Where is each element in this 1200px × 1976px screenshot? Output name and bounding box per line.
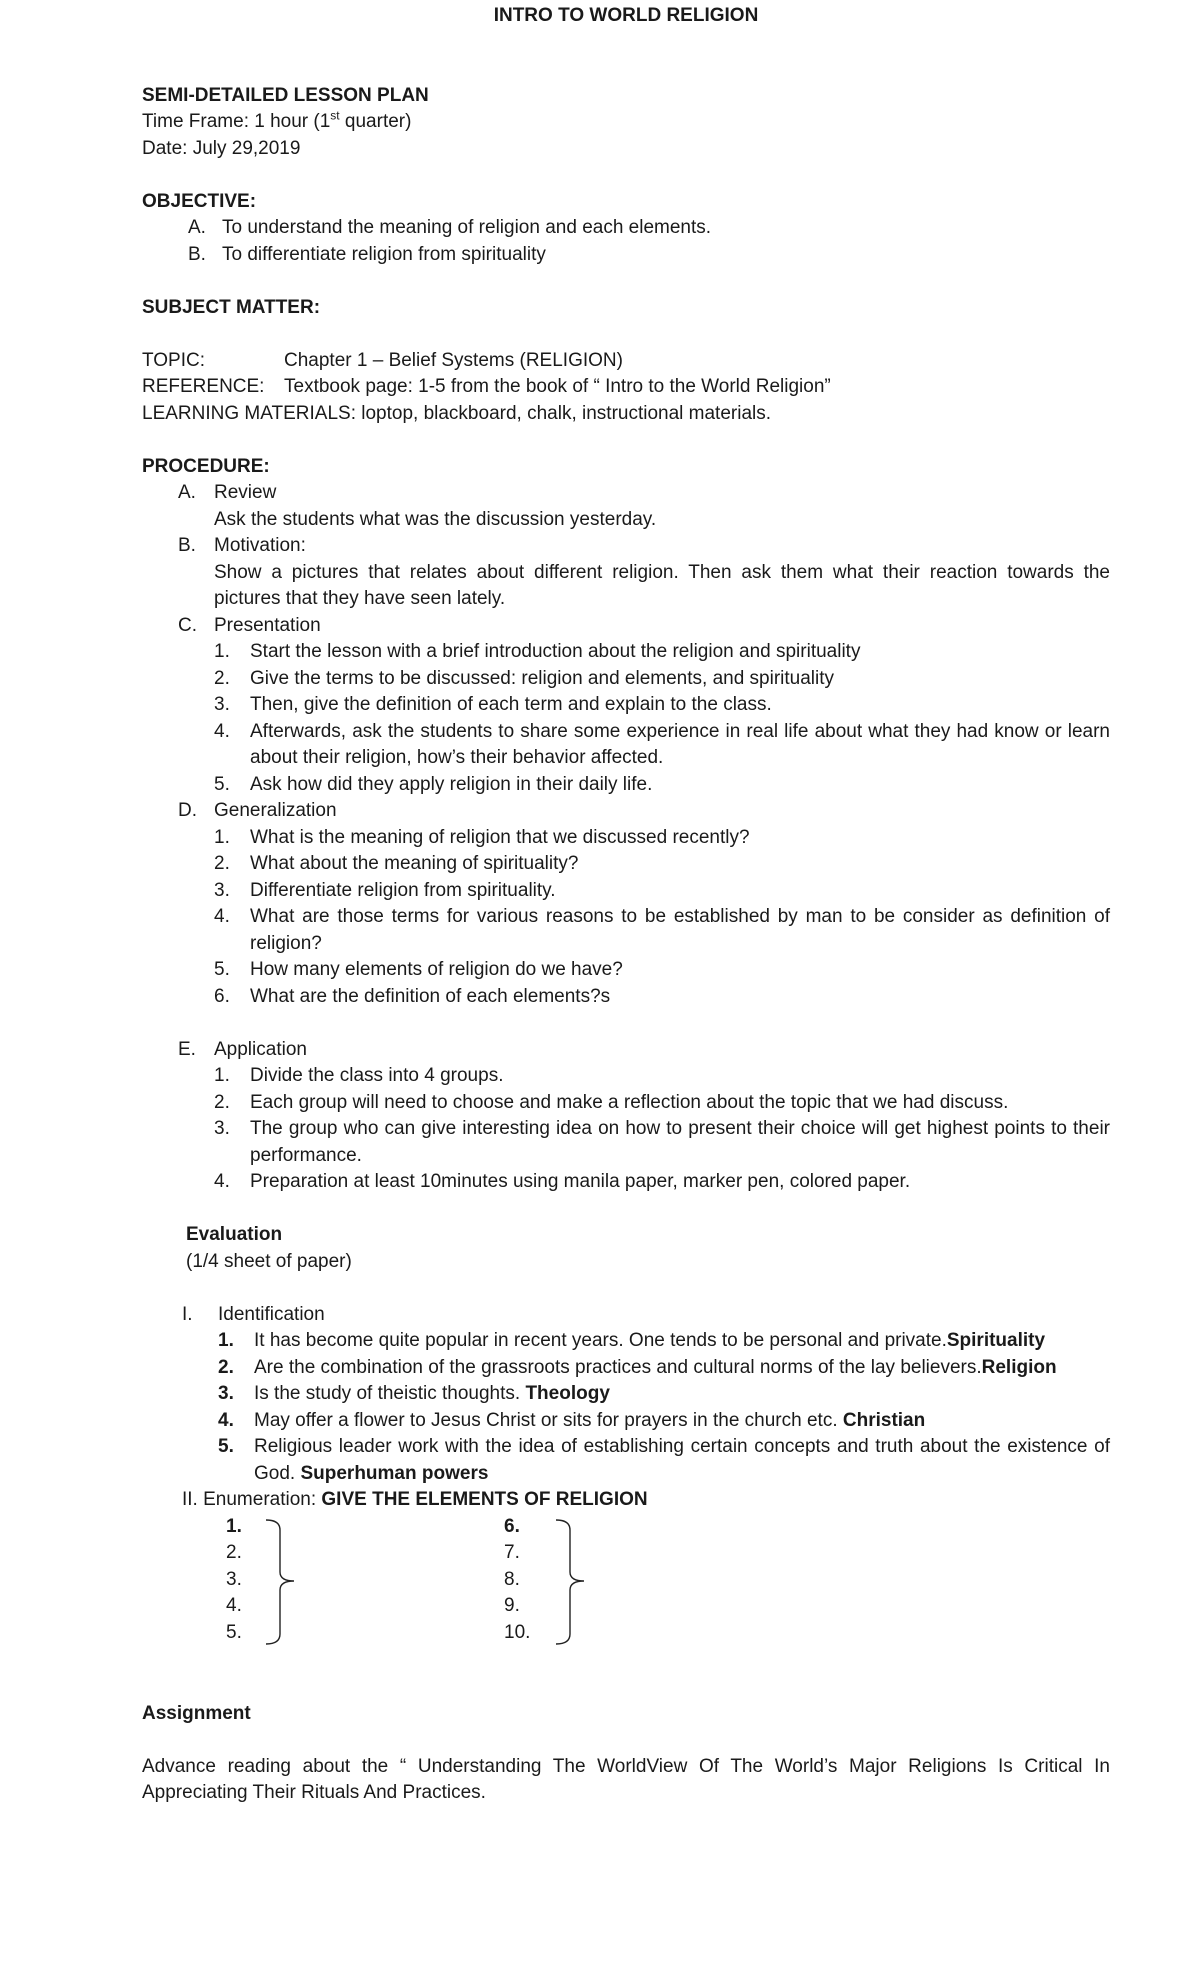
answer: Theology xyxy=(525,1383,610,1404)
list-item: 6. What are the definition of each elements?s xyxy=(214,985,611,1007)
right-brace-icon xyxy=(264,1518,304,1646)
list-item: 1. Divide the class into 4 groups. xyxy=(214,1065,504,1086)
document-title: INTRO TO WORLD RELIGION xyxy=(493,5,759,26)
objective-item: A. To understand the meaning of religion and each elements. xyxy=(188,217,712,238)
list-item: 3. Differentiate religion from spirituality. xyxy=(214,879,556,901)
procedure-motivation: B. Motivation: Show a pictures that relates about different religion. Then ask them what their reaction towards the pictures that they have seen lately. xyxy=(178,535,1110,609)
list-item: 2. Each group will need to choose and make a reflection about the topic that we had discuss. xyxy=(214,1091,1009,1113)
lesson-date: Date: July 29,2019 xyxy=(142,137,301,159)
objective-heading: OBJECTIVE: xyxy=(142,190,257,212)
assignment-text: Advance reading about the “ Understanding The WorldView Of The World’s Major Religions Is Critical In Appreciating Their Rituals And Practices. xyxy=(142,1755,1110,1803)
list-item: 3. The group who can give interesting idea on how to present their choice will get highest points to their performance. xyxy=(214,1118,1110,1166)
procedure-heading: PROCEDURE: xyxy=(142,455,270,477)
procedure-review: A. Review Ask the students what was the discussion yesterday. xyxy=(178,482,657,530)
list-item: 3. Then, give the definition of each term and explain to the class. xyxy=(214,694,772,715)
procedure-generalization: D. Generalization xyxy=(178,800,337,821)
subject-matter-heading: SUBJECT MATTER: xyxy=(142,296,321,318)
list-item: 4. What are those terms for various reasons to be established by man to be consider as definition of religion? xyxy=(214,906,1110,954)
list-item: 2. What about the meaning of spirituality? xyxy=(214,853,579,874)
enumeration-heading: II. Enumeration: GIVE THE ELEMENTS OF RELIGION xyxy=(182,1489,648,1510)
answer: Religion xyxy=(981,1356,1057,1378)
list-item: 5. Religious leader work with the idea of establishing certain concepts and truth about the existence of God. Superhuman powers xyxy=(218,1436,1110,1484)
topic-row: TOPIC: Chapter 1 – Belief Systems (RELIGION) xyxy=(142,349,623,371)
list-item: 4. May offer a flower to Jesus Christ or sits for prayers in the church etc. Christian xyxy=(218,1409,926,1431)
presentation-list xyxy=(142,639,1110,798)
list-item: 4. Preparation at least 10minutes using manila paper, marker pen, colored paper. xyxy=(214,1171,911,1192)
learning-materials: LEARNING MATERIALS: loptop, blackboard, chalk, instructional materials. xyxy=(142,402,772,424)
answer: Spirituality xyxy=(946,1330,1046,1351)
list-item: 5. How many elements of religion do we have? xyxy=(214,959,623,980)
evaluation-section xyxy=(142,1222,1110,1275)
procedure-application: E. Application xyxy=(178,1038,307,1060)
application-list xyxy=(142,1063,1110,1196)
answer: Christian xyxy=(842,1409,926,1431)
enumeration-blank-list xyxy=(142,1514,1110,1648)
assignment-heading: Assignment xyxy=(142,1702,251,1724)
document-page xyxy=(142,0,1110,1807)
reference-row: REFERENCE: Textbook page: 1-5 from the book of “ Intro to the World Religion” xyxy=(142,376,831,397)
procedure-presentation: C. Presentation xyxy=(178,614,321,636)
identification-list xyxy=(182,1328,1110,1487)
list-item: 4. Afterwards, ask the students to share some experience in real life about what they had know or learn about their religion, how’s their behavior affected. xyxy=(214,720,1110,768)
answer: Superhuman powers xyxy=(300,1462,489,1484)
list-item: 3. Is the study of theistic thoughts. Theology xyxy=(218,1383,610,1404)
list-item: 1. It has become quite popular in recent years. One tends to be personal and private.Spirituality xyxy=(218,1330,1046,1351)
list-item: 1. Start the lesson with a brief introduction about the religion and spirituality xyxy=(214,641,861,662)
objective-list xyxy=(142,215,1110,268)
identification-section: I. Identification 1. It has become quite popular in recent years. One tends to be personal and private.Spirituality 2. Are the combination of the grassroots practices and cultural norms of the lay believers.Religion 3. Is the study of theistic thoughts. Theology 4. May offer a flower to Jesus Christ or sits for prayers in the church etc. Christian 5. Religious leader work with the idea of establishing certain concepts and truth about the existence of God. Superhuman powers xyxy=(142,1302,1110,1488)
enum-right-column: 6. 7. 8. 9. 10. xyxy=(504,1515,531,1643)
generalization-list xyxy=(142,825,1110,1011)
time-frame: Time Frame: 1 hour (1st quarter) xyxy=(142,108,412,132)
right-brace-icon xyxy=(554,1518,594,1646)
list-item: 2. Are the combination of the grassroots practices and cultural norms of the lay believers.Religion xyxy=(218,1356,1057,1378)
list-item: 1. What is the meaning of religion that we discussed recently? xyxy=(214,826,750,848)
list-item: 5. Ask how did they apply religion in their daily life. xyxy=(214,773,653,795)
evaluation-heading: Evaluation xyxy=(186,1224,283,1245)
plan-heading: SEMI-DETAILED LESSON PLAN xyxy=(142,84,429,106)
evaluation-note: (1/4 sheet of paper) xyxy=(186,1250,352,1272)
objective-item: B. To differentiate religion from spirituality xyxy=(188,243,546,265)
enum-left-column: 1. 2. 3. 4. 5. xyxy=(226,1515,242,1643)
list-item: 2. Give the terms to be discussed: religion and elements, and spirituality xyxy=(214,667,835,689)
